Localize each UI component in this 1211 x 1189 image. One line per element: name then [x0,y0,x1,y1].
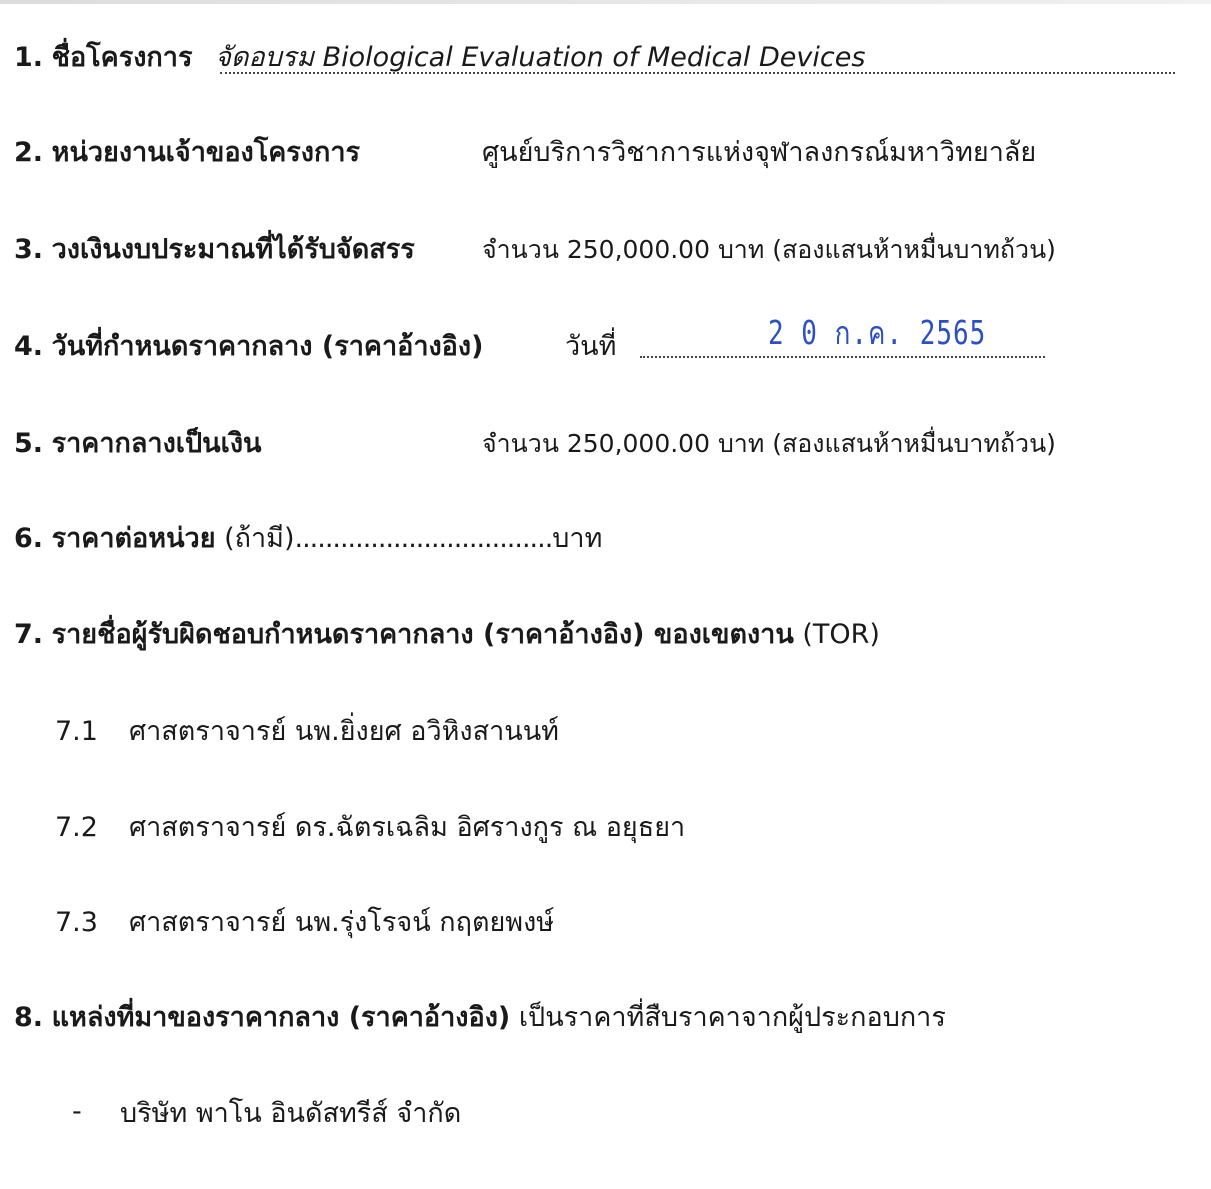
item-8-value: เป็นราคาที่สืบราคาจากผู้ประกอบการ [518,1002,946,1033]
item-8-number: 8. [14,1002,44,1033]
source-bullet: - [72,1096,82,1127]
item-6-number: 6. [14,523,44,554]
person-number: 7.2 [55,812,98,843]
item-3-label: วงเงินงบประมาณที่ได้รับจัดสรร [51,234,415,265]
item-2-label: หน่วยงานเจ้าของโครงการ [51,137,361,168]
item-3-value: จำนวน 250,000.00 บาท (สองแสนห้าหมื่นบาทถ้วน) [482,235,1056,264]
item-4-prefix: วันที่ [565,331,617,362]
item-6-note: (ถ้ามี) [224,523,295,554]
item-7-label: รายชื่อผู้รับผิดชอบกำหนดราคากลาง (ราคาอ้างอิง) ของเขตงาน [51,619,794,650]
person-number: 7.3 [55,907,98,938]
item-6-unit: บาท [552,523,603,554]
item-4-number: 4. [14,331,44,362]
item-1-value: จัดอบรม Biological Evaluation of Medical Devices [215,42,866,73]
item-5-reference-price [14,424,261,464]
person-name: ศาสตราจารย์ นพ.รุ่งโรจน์ กฤตยพงษ์ [129,907,555,938]
item-3-number: 3. [14,234,44,265]
item-1-label: ชื่อโครงการ [51,42,193,73]
item-3-budget [14,230,415,270]
top-border [0,0,1211,4]
person-row [55,712,559,752]
person-number: 7.1 [55,716,98,747]
item-7-number: 7. [14,619,44,650]
item-8-label: แหล่งที่มาของราคากลาง (ราคาอ้างอิง) [51,1002,511,1033]
item-2-owner [14,133,360,173]
item-2-value: ศูนย์บริการวิชาการแห่งจุฬาลงกรณ์มหาวิทยาลัย [482,137,1037,168]
source-company: บริษัท พาโน อินดัสทรีส์ จำกัด [120,1098,462,1129]
item-7-responsible [14,615,880,655]
item-7-suffix: (TOR) [802,619,880,650]
item-4-date-set [14,327,483,367]
item-6-unit-price [14,519,602,559]
item-5-number: 5. [14,428,44,459]
item-8-source [14,998,946,1038]
person-row [55,903,554,943]
item-1-dotted-line [220,72,1175,74]
item-2-number: 2. [14,137,44,168]
item-6-label: ราคาต่อหน่วย [51,523,216,554]
item-6-dots: .................................. [294,523,553,554]
item-1-number: 1. [14,42,44,73]
date-stamp: 2 0 ก.ค. 2565 [768,315,987,353]
person-row [55,808,685,848]
person-name: ศาสตราจารย์ ดร.ฉัตรเฉลิม อิศรางกูร ณ อยุธยา [129,812,686,843]
item-5-label: ราคากลางเป็นเงิน [51,428,262,459]
person-name: ศาสตราจารย์ นพ.ยิ่งยศ อวิหิงสานนท์ [129,716,559,747]
item-4-label: วันที่กำหนดราคากลาง (ราคาอ้างอิง) [51,331,484,362]
item-5-value: จำนวน 250,000.00 บาท (สองแสนห้าหมื่นบาทถ้วน) [482,429,1056,458]
